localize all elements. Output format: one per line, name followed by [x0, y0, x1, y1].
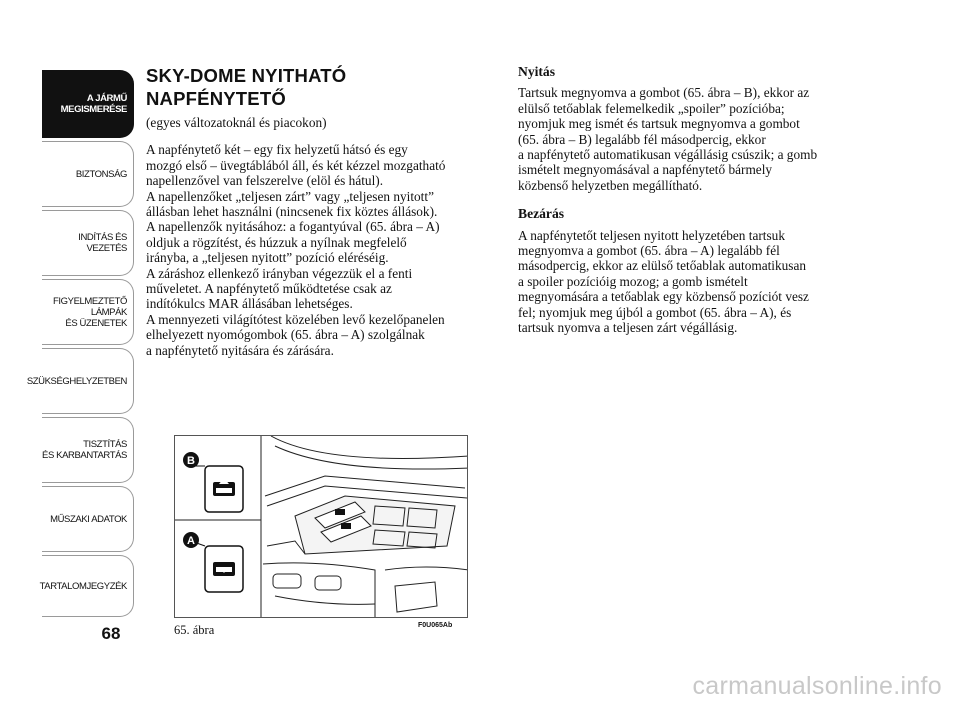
- heading-opening: Nyitás: [518, 64, 556, 79]
- heading-closing: Bezárás: [518, 206, 565, 222]
- tab-label: TISZTÍTÁS ÉS KARBANTARTÁS: [42, 439, 127, 461]
- tab-warning-lights[interactable]: [42, 279, 134, 345]
- watermark: carmanualsonline.info: [692, 672, 942, 700]
- figure-65: [174, 435, 468, 618]
- section-title: SKY-DOME NYITHATÓ NAPFÉNYTETŐ: [146, 65, 347, 109]
- tab-technical-data[interactable]: [42, 486, 134, 552]
- callout-b-icon: [183, 452, 199, 468]
- opening-body: Tartsuk megnyomva a gombot (65. ábra – B), ekkor az elülső tetőablak felemelkedik „spoiler” pozícióba; nyomjuk meg ismét és tartsuk megnyomva a gombot (65. ábra – B) legalább fél másodpercig, ekkor a napfénytető automatikusan végállásig csúszik; a gomb ismételt megnyomásával a napfénytető bármely közbenső helyzetben megállítható.: [518, 85, 818, 193]
- figure-caption: 65. ábra: [174, 623, 215, 637]
- sunroof-control-illustration: [175, 436, 468, 618]
- tab-vehicle-intro[interactable]: [42, 70, 134, 138]
- tab-label: SZÜKSÉGHELYZETBEN: [26, 375, 127, 387]
- overhead-console-icon: [263, 436, 468, 618]
- tab-index[interactable]: [39, 555, 134, 617]
- left-column: [146, 64, 498, 358]
- closing-body: A napfénytetőt teljesen nyitott helyzetében tartsuk megnyomva a gombot (65. ábra – A) legalább fél másodpercig, ekkor az elülső tetőablak automatikusan a spoiler pozícióig mozog; a gomb ismételt megnyomására a tetőablak egy közbenső pozíciót vesz fel; nyomjuk meg újból a gombot (65. ábra – A), és tartsuk nyomva a teljesen zárt végállásig.: [518, 227, 809, 336]
- section-subtitle: (egyes változatoknál és piacokon): [146, 115, 327, 130]
- tab-label: MŰSZAKI ADATOK: [50, 513, 127, 525]
- tab-label: A JÁRMŰ MEGISMERÉSE: [60, 93, 127, 115]
- tab-label: BIZTONSÁG: [75, 168, 127, 180]
- tab-starting-driving[interactable]: [42, 210, 134, 276]
- right-column: [518, 64, 870, 336]
- callout-a-label: A: [187, 535, 195, 547]
- page-number: 68: [101, 624, 121, 643]
- tab-label: TARTALOMJEGYZÉK: [39, 580, 127, 592]
- tab-safety[interactable]: [42, 141, 134, 207]
- figure-code: F0U065Ab: [418, 622, 453, 629]
- tab-cleaning-maintenance[interactable]: [42, 417, 134, 483]
- tab-label: INDÍTÁS ÉS VEZETÉS: [78, 232, 127, 254]
- tab-emergency[interactable]: [26, 348, 134, 414]
- callout-b-label: B: [187, 455, 195, 467]
- callout-a-icon: [183, 532, 199, 548]
- tab-label: FIGYELMEZTETŐ LÁMPÁK ÉS ÜZENETEK: [53, 295, 127, 329]
- section-body: A napfénytető két – egy fix helyzetű hátsó és egy mozgó első – üvegtáblából áll, és két kézzel mozgatható napellenzővel van felszerelve (elöl és hátul). A napellenzőket „teljesen zárt” vagy „teljesen nyitott” állásban lehet használni (nincsenek fix köztes állások). A napellenzők nyitásához: a fogantyúval (65. ábra – A) oldjuk a rögzítést, és húzzuk a nyílnak megfelelő irányba, a „teljesen nyitott” pozíció eléréséig. A záráshoz ellenkező irányban végezzük el a fenti műveletet. A napfénytető működtetése csak az indítókulcs MAR állásában lehetséges. A mennyezeti világítótest közelében levő kezelőpanelen elhelyezett nyomógombok (65. ábra – A) szolgálnak a napfénytető nyitására és zárására.: [146, 142, 446, 358]
